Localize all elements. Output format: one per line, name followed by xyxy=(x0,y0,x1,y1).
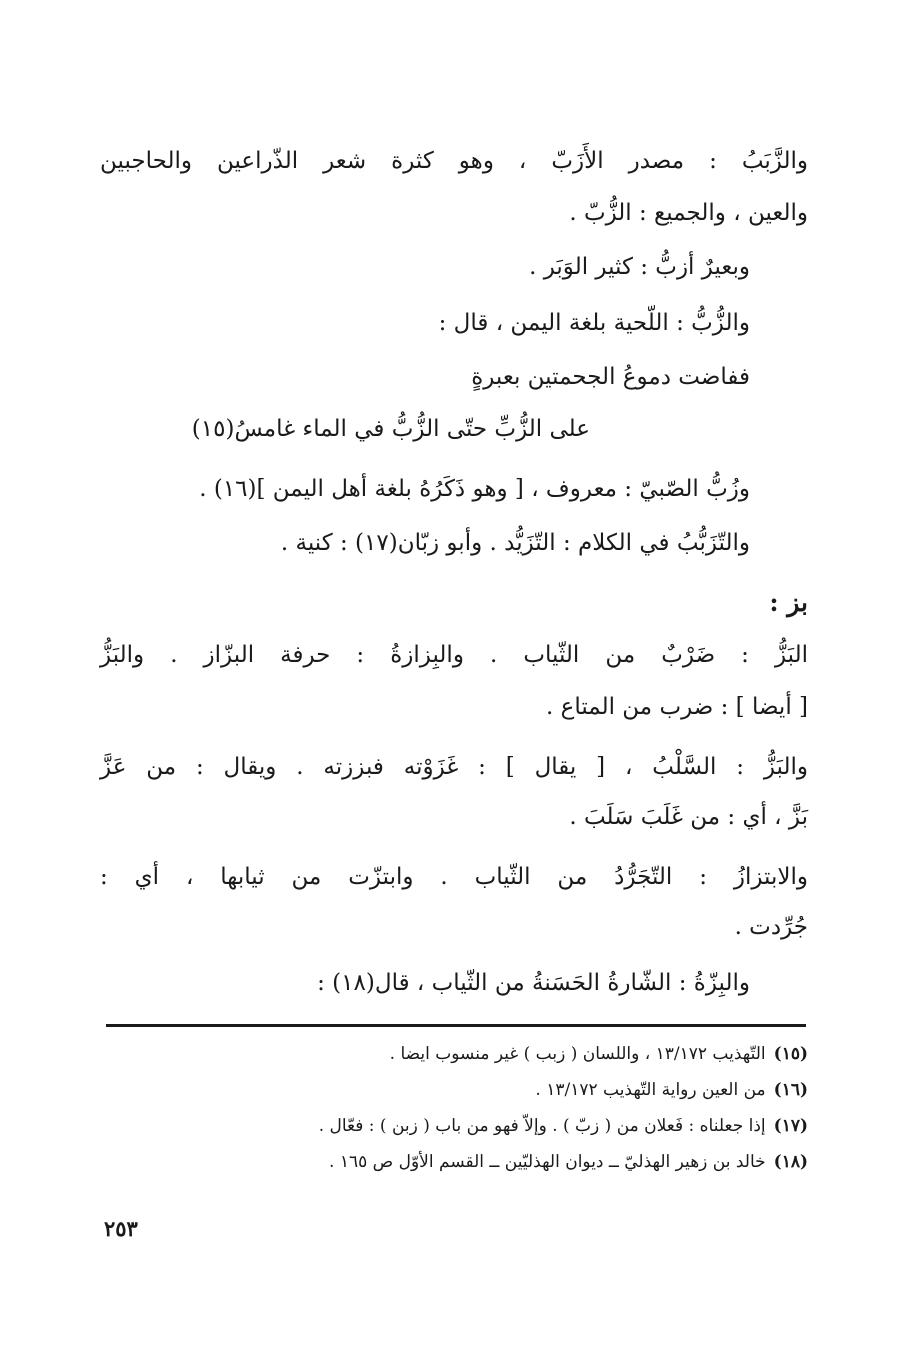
footnote-divider xyxy=(106,1024,806,1027)
footnote-text: خالد بن زهير الهذليّ ــ ديوان الهذليّين ــ القسم الأوّل ص ١٦٥ . xyxy=(329,1152,766,1172)
poem-verse: ففاضت دموعُ الجحمتين بعبرةٍ xyxy=(471,364,750,390)
footnote-number: (١٦) xyxy=(773,1080,808,1100)
text-line: [ أيضا ] : ضرب من المتاع . xyxy=(546,694,808,720)
text-line: والابتزازُ : التّجَرُّدُ من الثّياب . وابتزّت من ثيابها ، أي : xyxy=(100,864,808,890)
footnote xyxy=(100,1082,808,1099)
text-line: بَزَّ ، أي : من غَلَبَ سَلَبَ . xyxy=(569,804,808,830)
footnote-text: التّهذيب ١٣/١٧٢ ، واللسان ( زبب ) غير منسوب ايضا . xyxy=(389,1044,766,1064)
text-line: جُرِّدت . xyxy=(734,914,808,940)
text-line: والبَزُّ : السَّلْبُ ، [ يقال ] : غَزَوْته فبززته . ويقال : من عَزَّ xyxy=(100,754,808,780)
footnote xyxy=(100,1154,808,1171)
footnote-number: (١٧) xyxy=(773,1116,808,1136)
text-line: البَزُّ : ضَرْبٌ من الثّياب . والبِزازةُ : حرفة البزّاز . والبَزُّ xyxy=(100,642,808,668)
footnote-number: (١٥) xyxy=(773,1044,808,1064)
footnote xyxy=(100,1046,808,1063)
text-line: وزُبُّ الصّبيّ : معروف ، [ وهو ذَكَرُهُ بلغة أهل اليمن ](١٦) . xyxy=(199,476,750,502)
entry-heading: بز : xyxy=(769,588,808,617)
page-number: ٢٥٣ xyxy=(104,1216,138,1241)
text-line: والبِزّةُ : الشّارةُ الحَسَنةُ من الثّياب ، قال(١٨) : xyxy=(317,970,750,996)
footnote-text: من العين رواية التّهذيب ١٣/١٧٢ . xyxy=(535,1080,766,1100)
text-line: والزَّبَبُ : مصدر الأَزَبّ ، وهو كثرة شعر الذّراعين والحاجبين xyxy=(100,148,808,174)
text-line: والزُّبُّ : اللّحية بلغة اليمن ، قال : xyxy=(438,310,750,336)
text-line: وبعيرٌ أزبُّ : كثير الوَبَر . xyxy=(529,254,750,280)
text-line: والتّزَبُّبُ في الكلام : التّزَيُّد . وأبو زبّان(١٧) : كنية . xyxy=(280,530,750,556)
text-line: والعين ، والجميع : الزُّبّ . xyxy=(569,200,808,226)
footnote xyxy=(100,1118,808,1135)
footnote-text: إذا جعلناه : فَعلان من ( زبّ ) . وإلاّ فهو من باب ( زبن ) : فعّال . xyxy=(318,1116,766,1136)
footnote-number: (١٨) xyxy=(773,1152,808,1172)
poem-verse: على الزُّبِّ حتّى الزُّبُّ في الماء غامسُ(١٥) xyxy=(191,416,590,442)
